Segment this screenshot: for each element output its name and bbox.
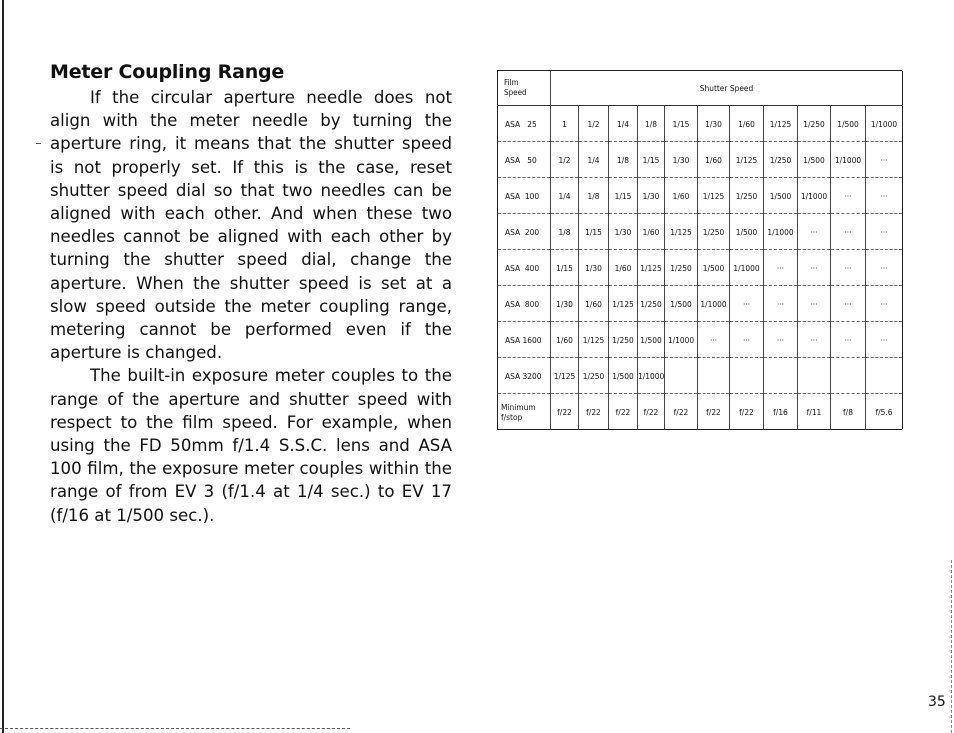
- table-cell: 1/15: [609, 178, 638, 214]
- row-film-speed-label: ASA 200: [498, 214, 551, 250]
- table-cell: 1/250: [579, 358, 609, 394]
- table-cell: 1/125: [665, 214, 698, 250]
- minimum-fstop-label-line-1: Minimum: [501, 401, 536, 412]
- table-cell: 1/250: [798, 106, 831, 142]
- table-cell: 1/1000: [638, 358, 665, 394]
- minimum-fstop-cell: f/22: [730, 394, 764, 430]
- table-cell: 1/8: [609, 142, 638, 178]
- table-cell: 1/30: [609, 214, 638, 250]
- table-cell: 1/250: [609, 322, 638, 358]
- table-cell: ···: [866, 286, 903, 322]
- table-cell: 1/60: [551, 322, 579, 358]
- table-cell: ···: [831, 178, 866, 214]
- table-cell: 1/500: [698, 250, 730, 286]
- table-cell: 1/250: [665, 250, 698, 286]
- table-cell: 1/1000: [798, 178, 831, 214]
- table-cell: ···: [698, 322, 730, 358]
- row-film-speed-label: ASA 400: [498, 250, 551, 286]
- table-cell: 1/15: [665, 106, 698, 142]
- table-cell: ···: [831, 286, 866, 322]
- table-row: [498, 142, 903, 178]
- table-cell: ···: [866, 322, 903, 358]
- stray-mark: [36, 143, 41, 144]
- table-cell: 1/15: [551, 250, 579, 286]
- table-cell: 1/8: [638, 106, 665, 142]
- row-film-speed-label: ASA 3200: [498, 358, 551, 394]
- table-cell: 1/125: [730, 142, 764, 178]
- table-cell: ···: [798, 322, 831, 358]
- table-cell: [798, 358, 831, 394]
- table-cell: 1: [551, 106, 579, 142]
- film-speed-header-line-2: Speed: [504, 88, 527, 97]
- minimum-fstop-label-line-2: f/stop: [501, 411, 523, 422]
- row-film-speed-label: ASA 1600: [498, 322, 551, 358]
- minimum-fstop-cell: f/5.6: [866, 394, 903, 430]
- table-cell: 1/500: [638, 322, 665, 358]
- table-cell: [764, 358, 798, 394]
- table-row: [498, 178, 903, 214]
- minimum-fstop-row: [498, 394, 903, 430]
- table-cell: ···: [798, 286, 831, 322]
- table-cell: 1/250: [730, 178, 764, 214]
- minimum-fstop-cell: f/22: [665, 394, 698, 430]
- table-cell: 1/1000: [831, 142, 866, 178]
- table-cell: 1/500: [730, 214, 764, 250]
- table-header-row: [498, 71, 903, 106]
- minimum-fstop-cell: f/22: [698, 394, 730, 430]
- table-cell: ···: [866, 214, 903, 250]
- table-cell: 1/1000: [764, 214, 798, 250]
- page-edge-right: [951, 560, 953, 733]
- table-cell: [866, 358, 903, 394]
- minimum-fstop-cell: f/22: [638, 394, 665, 430]
- table-cell: 1/500: [831, 106, 866, 142]
- table-cell: [831, 358, 866, 394]
- row-film-speed-label: ASA 800: [498, 286, 551, 322]
- table-cell: 1/125: [764, 106, 798, 142]
- table-cell: 1/1000: [866, 106, 903, 142]
- table-cell: ···: [866, 142, 903, 178]
- body-text: [50, 86, 452, 527]
- table-cell: 1/60: [698, 142, 730, 178]
- page-edge-bottom: [0, 728, 350, 730]
- table-cell: ···: [866, 250, 903, 286]
- minimum-fstop-cell: f/8: [831, 394, 866, 430]
- table-cell: 1/4: [579, 142, 609, 178]
- table-row: [498, 106, 903, 142]
- table-cell: 1/60: [638, 214, 665, 250]
- table-cell: ···: [764, 250, 798, 286]
- table-cell: 1/2: [551, 142, 579, 178]
- minimum-fstop-cell: f/16: [764, 394, 798, 430]
- table-cell: 1/125: [609, 286, 638, 322]
- table-row: [498, 322, 903, 358]
- table-cell: ···: [798, 250, 831, 286]
- table-cell: ···: [764, 322, 798, 358]
- table-cell: 1/15: [579, 214, 609, 250]
- table-cell: [730, 358, 764, 394]
- table-cell: [698, 358, 730, 394]
- row-film-speed-label: ASA 50: [498, 142, 551, 178]
- table-cell: ···: [798, 214, 831, 250]
- shutter-speed-table: [497, 71, 903, 429]
- table-cell: ···: [764, 286, 798, 322]
- minimum-fstop-cell: f/22: [609, 394, 638, 430]
- film-speed-header: [498, 71, 551, 106]
- table-cell: 1/1000: [665, 322, 698, 358]
- table-cell: 1/250: [698, 214, 730, 250]
- table-cell: 1/60: [730, 106, 764, 142]
- table-cell: 1/15: [638, 142, 665, 178]
- table-cell: 1/1000: [698, 286, 730, 322]
- page-number: 35: [928, 694, 946, 710]
- table-cell: [665, 358, 698, 394]
- table-row: [498, 214, 903, 250]
- shutter-speed-header: Shutter Speed: [551, 71, 903, 106]
- table-row: [498, 358, 903, 394]
- table-cell: ···: [866, 178, 903, 214]
- table-cell: 1/250: [638, 286, 665, 322]
- row-film-speed-label: ASA 25: [498, 106, 551, 142]
- table-cell: 1/4: [609, 106, 638, 142]
- minimum-fstop-cell: f/22: [551, 394, 579, 430]
- table-cell: ···: [730, 322, 764, 358]
- table-cell: 1/60: [665, 178, 698, 214]
- table-cell: ···: [831, 322, 866, 358]
- table-cell: 1/125: [698, 178, 730, 214]
- paragraph-1: If the circular aperture needle does not align with the meter needle by turning the aperture ring, it means that the shutter speed is not properly set. If this is the case, reset shutter speed dial so that two needles can be aligned with each other. And when these two needles cannot be aligned with each other by turning the shutter speed dial, change the aperture. When the shutter speed is set at a slow speed outside the meter coupling range, metering cannot be performed even if the aperture is changed.: [50, 88, 452, 363]
- table-cell: ···: [730, 286, 764, 322]
- table-cell: 1/30: [638, 178, 665, 214]
- table-cell: 1/125: [551, 358, 579, 394]
- table-cell: 1/500: [798, 142, 831, 178]
- table-cell: 1/500: [609, 358, 638, 394]
- table-cell: 1/30: [579, 250, 609, 286]
- page-edge-left: [2, 0, 4, 733]
- table-cell: 1/2: [579, 106, 609, 142]
- film-speed-header-line-1: Film: [504, 78, 519, 87]
- table-cell: 1/500: [665, 286, 698, 322]
- table-cell: 1/60: [609, 250, 638, 286]
- table-row: [498, 286, 903, 322]
- table-cell: 1/4: [551, 178, 579, 214]
- table-cell: 1/30: [698, 106, 730, 142]
- table-cell: 1/250: [764, 142, 798, 178]
- table-cell: 1/125: [638, 250, 665, 286]
- table-cell: 1/30: [551, 286, 579, 322]
- table-cell: 1/125: [579, 322, 609, 358]
- table-cell: 1/500: [764, 178, 798, 214]
- table-cell: 1/8: [551, 214, 579, 250]
- table-cell: 1/8: [579, 178, 609, 214]
- table-cell: 1/60: [579, 286, 609, 322]
- table-cell: 1/30: [665, 142, 698, 178]
- table-cell: 1/1000: [730, 250, 764, 286]
- table-cell: ···: [831, 250, 866, 286]
- paragraph-2: The built-in exposure meter couples to the range of the aperture and shutter speed with respect to the film speed. For example, when using the FD 50mm f/1.4 S.S.C. lens and ASA 100 film, the exposure meter couples within the range of from EV 3 (f/1.4 at 1/4 sec.) to EV 17 (f/16 at 1/500 sec.).: [50, 366, 452, 525]
- table-row: [498, 250, 903, 286]
- meter-coupling-table: [497, 70, 902, 430]
- table-cell: ···: [831, 214, 866, 250]
- row-film-speed-label: ASA 100: [498, 178, 551, 214]
- minimum-fstop-cell: f/11: [798, 394, 831, 430]
- section-heading: Meter Coupling Range: [50, 61, 285, 83]
- minimum-fstop-cell: f/22: [579, 394, 609, 430]
- minimum-fstop-label: [498, 394, 551, 430]
